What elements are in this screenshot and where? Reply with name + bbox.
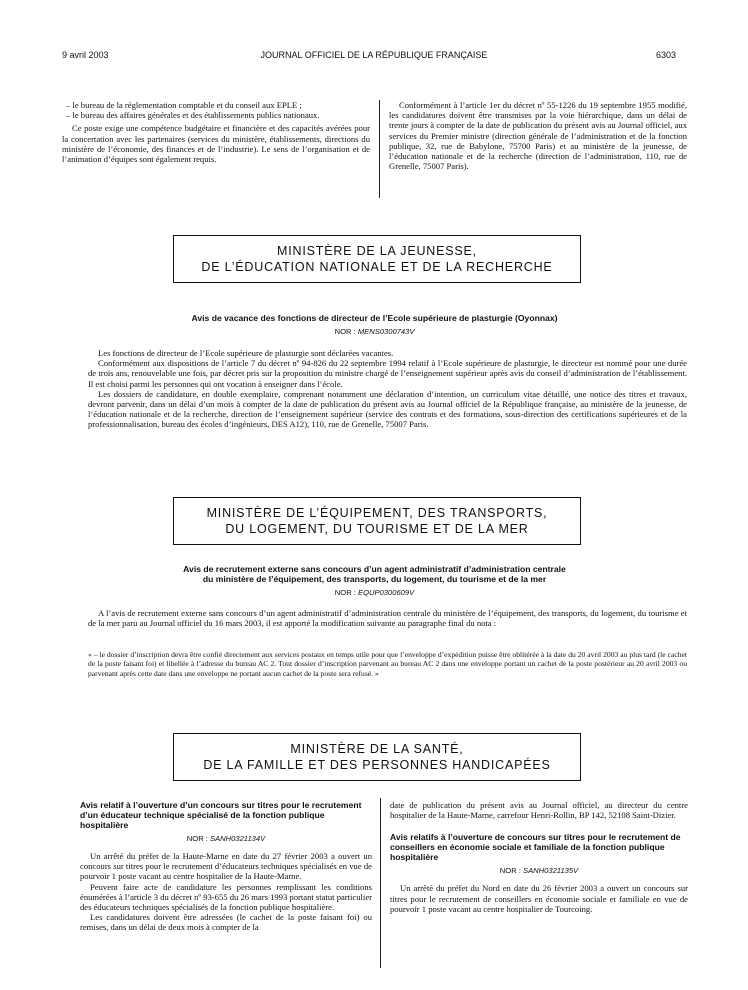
ministry-line: MINISTÈRE DE LA JEUNESSE,: [277, 244, 477, 258]
nor-reference: [80, 834, 372, 843]
paragraph: Un arrêté du préfet de la Haute-Marne en date du 27 février 2003 a ouvert un concours sur titres pour le recrutement d’éducateurs techniques spécialisés en vue de pourvoir 1 poste vacant au centre hospitalier de la Haute-Marne.: [80, 851, 372, 882]
avis-title-line: du ministère de l’équipement, des transports, du logement, du tourisme et de la mer: [202, 574, 547, 584]
paragraph: Un arrêté du préfet du Nord en date du 26 février 2003 a ouvert un concours sur titres pour le recrutement de conseillers en économie sociale et familiale en vue de pourvoir 1 poste vacant au centre hospitalier de Tourcoing.: [390, 883, 688, 914]
ministry-line: MINISTÈRE DE LA SANTÉ,: [290, 742, 464, 756]
list-item: – le bureau des affaires générales et des établissements publics nationaux.: [66, 110, 320, 121]
nor-code: EQUP0300609V: [358, 588, 415, 597]
avis-body: [390, 883, 688, 914]
nor-reference: [62, 327, 687, 336]
paragraph: date de publication du présent avis au Journal officiel, au directeur du centre hospitalier de la Haute-Marne, carrefour Henri-Rollin, BP 142, 52108 Saint-Dizier.: [390, 800, 688, 821]
nor-reference: [390, 866, 688, 875]
nor-label: NOR :: [334, 327, 356, 336]
top-left-column: [62, 100, 370, 164]
avis-body: [88, 348, 687, 430]
ministry-line: DE LA FAMILLE ET DES PERSONNES HANDICAPÉES: [203, 758, 551, 772]
avis-title: Avis de vacance des fonctions de directeur de l’Ecole supérieure de plasturgie (Oyonnax): [191, 313, 558, 323]
nor-code: SANH0321134V: [210, 834, 266, 843]
paragraph: A l’avis de recrutement externe sans concours d’un agent administratif d’administration centrale du ministère de l’équipement, des transports, du logement, du tourisme et de la mer paru au Journal officiel du 16 mars 2003, il est apporté la modification suivante au paragraphe final du nota :: [88, 608, 687, 629]
nor-label: NOR :: [334, 588, 356, 597]
avis-body: [88, 608, 687, 628]
avis-title: Avis relatif à l’ouverture d’un concours sur titres pour le recrutement d’un éducateur technique spécialisé de la fonction publique hospitalière: [80, 800, 362, 830]
paragraph: Peuvent faire acte de candidature les personnes remplissant les conditions énumérées à l’article 3 du décret nº 93-655 du 26 mars 1993 portant statut particulier des éducateurs techniques spécialisés de la fonction publique hospitalière.: [80, 881, 372, 913]
avis-title-line: Avis de recrutement externe sans concours d’un agent administratif d’administration centrale: [183, 564, 566, 574]
ministry-header-jeunesse: [173, 235, 581, 283]
quoted-modification: « – le dossier d’inscription devra être confié directement aux services postaux en temps utile pour que l’enveloppe d’expédition puisse être oblitérée à la date du 20 avril 2003 au plus tard (le cachet de la poste faisant foi) et libellée à l’adresse du bureau AC 2. Tout dossier d’inscription parvenant au bureau AC 2 dans une enveloppe portant un cachet de la poste postérieur au 20 avril 2003 ou parvenant après cette date dans une enveloppe ne portant aucun cachet de la poste sera refusé. »: [88, 650, 687, 678]
nor-code: MENS0300743V: [357, 327, 415, 336]
bottom-right-column: [390, 800, 688, 914]
paragraph: Conformément à l’article 1er du décret nº 55-1226 du 19 septembre 1955 modifié, les candidatures doivent être transmises par la voie hiérarchique, dans un délai de trente jours à compter de la date de publication du présent avis au Journal officiel, aux services du Premier ministre (direction générale de l’administration et de la fonction publique, 32, rue de Babylone, 75700 Paris) et au ministère de la jeunesse, de l’éducation nationale et de la recherche (direction de l’administration, 110, rue de Grenelle, 75007 Paris).: [389, 100, 687, 172]
nor-label: NOR :: [186, 834, 208, 843]
paragraph: Conformément aux dispositions de l’article 7 du décret nº 94-826 du 22 septembre 1994 relatif à l’Ecole supérieure de plasturgie, le directeur est nommé pour une durée de trois ans, renouvelable une fois, par décret pris sur la proposition du ministre chargé de l’enseignement supérieur après avis du conseil d’administration de l’établissement. Il est choisi parmi les personnes qui ont vocation à enseigner dans l’école.: [88, 358, 687, 389]
avis-body: [80, 851, 372, 933]
top-right-column: [389, 100, 687, 171]
avis-title: [62, 564, 687, 584]
column-divider: [380, 798, 381, 968]
ministry-line: DE L’ÉDUCATION NATIONALE ET DE LA RECHERCHE: [201, 260, 553, 274]
continuation-text: [390, 800, 688, 820]
column-divider: [379, 100, 380, 198]
ministry-line: MINISTÈRE DE L’ÉQUIPEMENT, DES TRANSPORTS,: [206, 506, 548, 520]
ministry-header-sante: [173, 733, 581, 781]
header-date: 9 avril 2003: [62, 50, 109, 60]
nor-code: SANH0321135V: [523, 866, 579, 876]
paragraph: Ce poste exige une compétence budgétaire et financière et des capacités avérées pour la concertation avec les partenaires (services du ministère, établissements, directions du ministère de l’économie, des finances et de l’industrie). Le sens de l’organisation et de l’animation d’équipes sont également requis.: [62, 123, 370, 165]
nor-reference: [62, 588, 687, 597]
avis-title: Avis relatifs à l’ouverture de concours sur titres pour le recrutement de conseillers en économie sociale et familiale de la fonction publique hospitalière: [390, 832, 681, 863]
ministry-header-equipement: [173, 497, 581, 545]
journal-title: JOURNAL OFFICIEL DE LA RÉPUBLIQUE FRANÇAISE: [260, 50, 488, 60]
nor-label: NOR :: [499, 866, 521, 876]
paragraph: Les dossiers de candidature, en double exemplaire, comprenant notamment une déclaration d’intention, un curriculum vitae détaillé, une notice des titres et travaux, devront parvenir, dans un délai d’un mois à compter de la date de publication du présent avis au Journal officiel de la République française, au ministère de la jeunesse, de l’éducation nationale et de la recherche, direction de l’enseignement supérieur (service des contrats et des formations, sous-direction des certifications supérieures et de la professionnalisation, bureau des écoles d’ingénieurs, DES A12), 110, rue de Grenelle, 75007 Paris.: [88, 388, 687, 430]
page-number: 6303: [655, 50, 676, 60]
paragraph: Les candidatures doivent être adressées (le cachet de la poste faisant foi) ou remises, dans un délai de deux mois à compter de la: [80, 912, 372, 933]
bottom-left-column: [80, 800, 372, 933]
ministry-line: DU LOGEMENT, DU TOURISME ET DE LA MER: [225, 522, 529, 536]
paragraph: Les fonctions de directeur de l’Ecole supérieure de plasturgie sont déclarées vacantes.: [98, 348, 394, 358]
list-item: – le bureau de la réglementation comptable et du conseil aux EPLE ;: [66, 100, 302, 110]
